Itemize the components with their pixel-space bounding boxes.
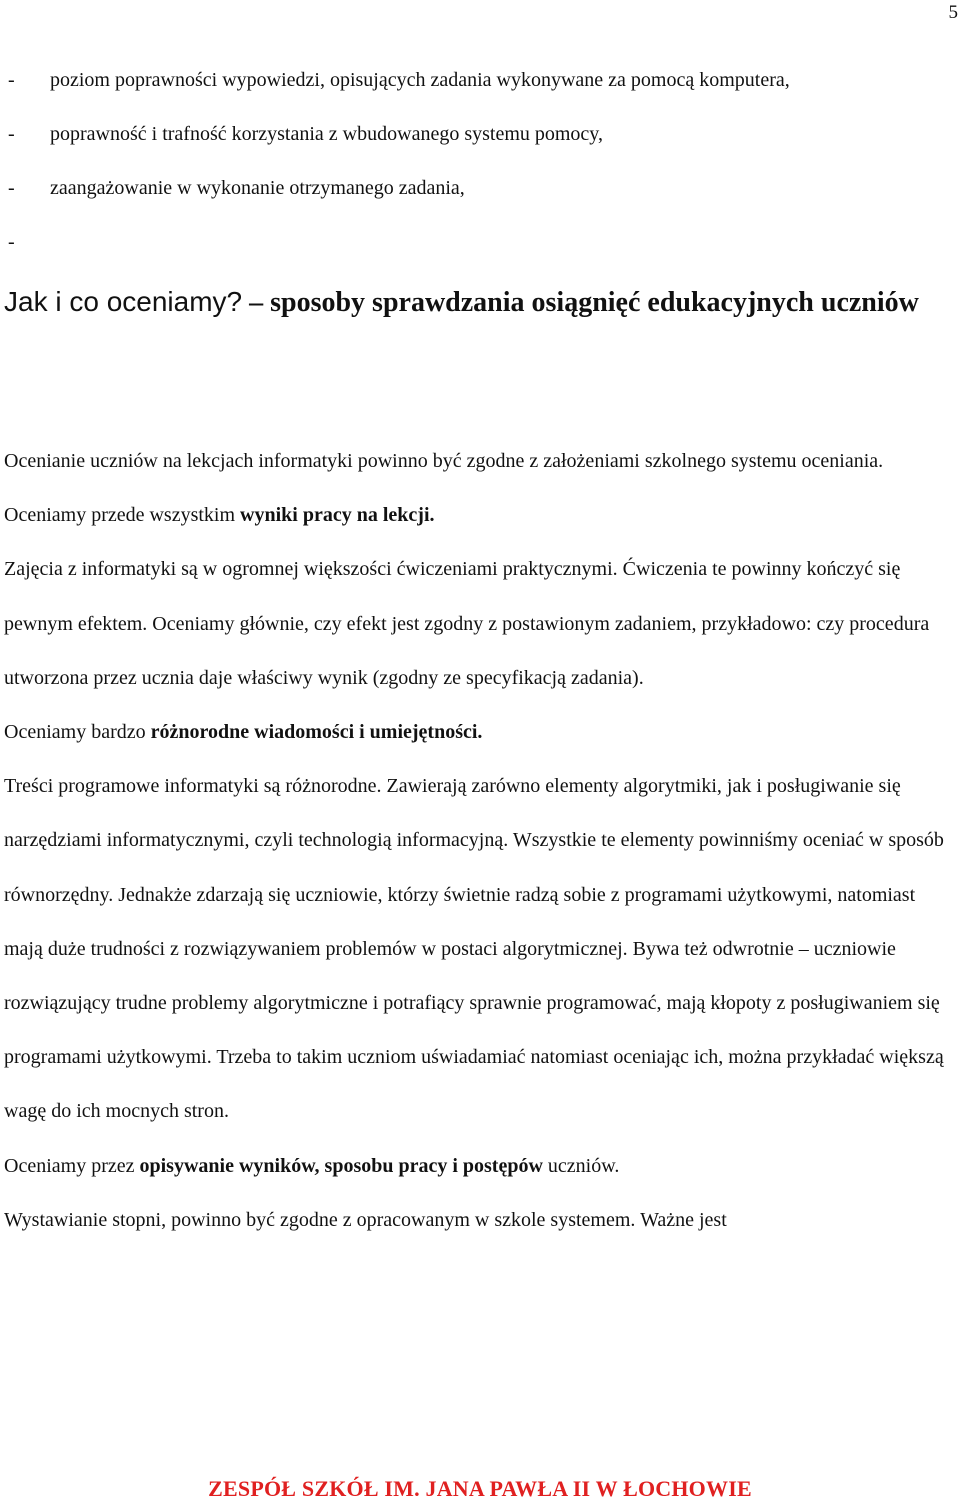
school-footer: ZESPÓŁ SZKÓŁ IM. JANA PAWŁA II W ŁOCHOWIE [208, 1476, 752, 1501]
paragraph-program-content: Treści programowe informatyki są różnorodne. Zawierają zarówno elementy algorytmiki, jak i posługiwanie się narzędziami informatycznymi, czyli technologią informacyjną. Wszystkie te elementy powinniśmy oceniać w sposób równorzędny. Jednakże zdarzają się uczniowie, którzy świetnie radzą sobie z programami użytkowymi, natomiast mają duże trudności z rozwiązywaniem problemów w postaci algorytmicznej. Bywa też odwrotnie – uczniowie rozwiązujący trudne problemy algorytmiczne i potrafiący sprawnie programować, mają kłopoty z posługiwaniem się programami użytkowymi. Trzeba to takim uczniom uświadamiać natomiast oceniając ich, można przykładać większą wagę do ich mocnych stron. [4, 775, 944, 1123]
paragraph-diverse-skills-emphasis: różnorodne wiadomości i umiejętności. [150, 721, 483, 744]
list-item-text: zaangażowanie w wykonanie otrzymanego zadania, [50, 177, 465, 199]
paragraph-describing-results-emphasis: opisywanie wyników, sposobu pracy i postępów [139, 1154, 543, 1177]
paragraph-grading-system: Ocenianie uczniów na lekcjach informatyki powinno być zgodne z założeniami szkolnego systemu oceniania. [4, 450, 884, 472]
paragraph-diverse-skills-lead: Oceniamy bardzo [4, 721, 151, 744]
paragraph-describing-results-end: uczniów. [542, 1154, 620, 1177]
bullet-dash: - [8, 69, 15, 91]
section-heading-rest: – sposoby sprawdzania osiągnięć edukacyjnych uczniów [242, 287, 919, 318]
paragraph-lesson-results-emphasis: wyniki pracy na lekcji. [240, 504, 435, 527]
bullet-list [8, 62, 948, 278]
list-item [8, 224, 948, 278]
page-number: 5 [948, 2, 958, 23]
paragraph-describing-results [4, 1139, 944, 1193]
bullet-dash: - [8, 177, 15, 199]
list-item-text: poprawność i trafność korzystania z wbudowanego systemu pomocy, [50, 123, 604, 145]
section-heading [4, 284, 944, 321]
list-item [8, 62, 948, 116]
body-text [4, 434, 944, 1247]
paragraph-lesson-results [4, 488, 944, 542]
list-item-text: poziom poprawności wypowiedzi, opisujących zadania wykonywane za pomocą komputera, [50, 69, 790, 91]
paragraph-lesson-results-lead: Oceniamy przede wszystkim [4, 504, 241, 527]
paragraph-describing-results-lead: Oceniamy przez [4, 1154, 140, 1177]
paragraph-diverse-skills [4, 705, 944, 759]
paragraph-grades: Wystawianie stopni, powinno być zgodne z opracowanym w szkole systemem. Ważne jest [4, 1208, 727, 1231]
bullet-dash: - [8, 231, 15, 253]
paragraph-practical-exercises: Zajęcia z informatyki są w ogromnej większości ćwiczeniami praktycznymi. Ćwiczenia te powinny kończyć się pewnym efektem. Oceniamy głównie, czy efekt jest zgodny z postawionym zadaniem, przykładowo: czy procedura utworzona przez ucznia daje właściwy wynik (zgodny ze specyfikacją zadania). [4, 558, 930, 689]
list-item [8, 116, 948, 170]
bullet-dash: - [8, 123, 15, 145]
list-item [8, 170, 948, 224]
section-heading-lead: Jak i co oceniamy? [4, 286, 243, 317]
